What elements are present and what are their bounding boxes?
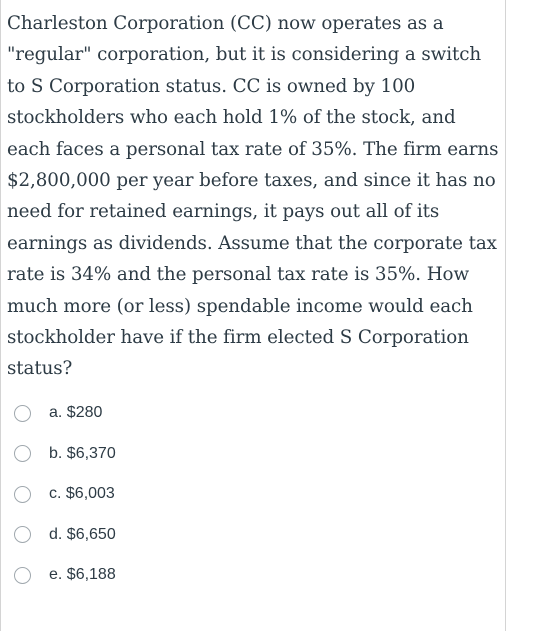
answer-label-c: c. $6,003 [49,485,115,503]
answer-option-d[interactable] [14,515,494,556]
answer-option-e[interactable] [14,555,494,596]
radio-button-d[interactable] [14,526,31,543]
answer-label-a: a. $280 [49,404,103,422]
answer-option-c[interactable] [14,474,494,515]
radio-button-b[interactable] [14,445,31,462]
radio-button-a[interactable] [14,405,31,422]
radio-button-e[interactable] [14,567,31,584]
answer-label-e: e. $6,188 [49,566,116,584]
radio-button-c[interactable] [14,486,31,503]
answer-list [14,393,494,596]
answer-label-d: d. $6,650 [49,525,116,543]
answer-option-a[interactable] [14,393,494,434]
answer-label-b: b. $6,370 [49,444,116,462]
answer-option-b[interactable] [14,434,494,475]
question-text: Charleston Corporation (CC) now operates as a "regular" corporation, but it is considering a switch to S Corporation status. CC is owned by 100 stockholders who each hold 1% of the stock, and each faces a personal tax rate of 35%. The firm earns $2,800,000 per year before taxes, and since it has no need for retained earnings, it pays out all of its earnings as dividends. Assume that the corporate tax rate is 34% and the personal tax rate is 35%. How much more (or less) spendable income would each stockholder have if the firm elected S Corporation status? [7,13,499,380]
